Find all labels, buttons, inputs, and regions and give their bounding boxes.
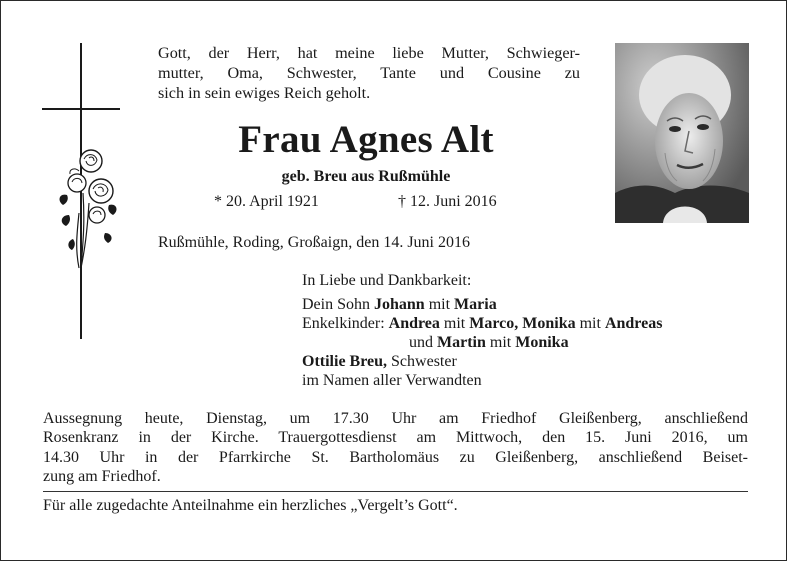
cross-with-roses-icon xyxy=(39,43,124,343)
intro-line: mutter, Oma, Schwester, Tante und Cousine zu xyxy=(158,64,580,82)
connector-text: mit xyxy=(579,315,601,332)
partner-name: Andreas xyxy=(604,315,663,332)
grandchildren-label: Enkelkinder: xyxy=(302,315,385,332)
death-date: † 12. Juni 2016 xyxy=(398,193,497,210)
deceased-name: Frau Agnes Alt xyxy=(238,118,494,161)
service-line: Aussegnung heute, Dienstag, um 17.30 Uhr am Friedhof Gleißenberg, anschließend xyxy=(43,410,748,427)
birth-name: geb. Breu aus Rußmühle xyxy=(281,168,451,185)
son-line xyxy=(302,295,762,314)
portrait-photo xyxy=(615,43,749,223)
partner-name: Monika xyxy=(515,334,569,351)
mourners-list xyxy=(302,271,762,390)
relatives-line: im Namen aller Verwandten xyxy=(302,372,482,389)
mourners-intro: In Liebe und Dankbarkeit: xyxy=(302,272,472,289)
grandchild-name: Monika xyxy=(522,315,576,332)
sister-name: Ottilie Breu, xyxy=(302,353,388,370)
birth-date: * 20. April 1921 xyxy=(214,193,319,210)
connector-text: mit xyxy=(428,296,451,313)
grandchildren-line-2 xyxy=(302,333,762,352)
service-line: 14.30 Uhr in der Pfarrkirche St. Bartholomäus zu Gleißenberg, anschließend Beiset- xyxy=(43,448,748,466)
service-line: zung am Friedhof. xyxy=(43,467,161,485)
son-prefix: Dein Sohn xyxy=(302,296,370,313)
connector-text: und xyxy=(409,334,433,351)
service-line: Rosenkranz in der Kirche. Trauergottesdienst am Mittwoch, den 15. Juni 2016, um xyxy=(43,429,748,447)
sister-line xyxy=(302,352,762,371)
intro-text xyxy=(158,43,580,103)
grandchild-name: Martin xyxy=(437,334,486,351)
service-details xyxy=(43,409,748,486)
son-partner-name: Maria xyxy=(454,296,497,313)
place-and-date: Rußmühle, Roding, Großaign, den 14. Juni 2016 xyxy=(158,234,470,251)
grandchildren-line xyxy=(302,314,762,333)
connector-text: mit xyxy=(443,315,466,332)
intro-line: Gott, der Herr, hat meine liebe Mutter, Schwieger- xyxy=(158,44,580,62)
connector-text: mit xyxy=(489,334,512,351)
divider xyxy=(43,491,748,492)
thanks-line: Für alle zugedachte Anteilnahme ein herzliches „Vergelt’s Gott“. xyxy=(43,497,458,514)
intro-line: sich in sein ewiges Reich geholt. xyxy=(158,84,371,102)
grandchild-name: Andrea xyxy=(388,315,440,332)
son-name: Johann xyxy=(374,296,425,313)
partner-name: Marco, xyxy=(469,315,519,332)
sister-role: Schwester xyxy=(391,353,457,370)
